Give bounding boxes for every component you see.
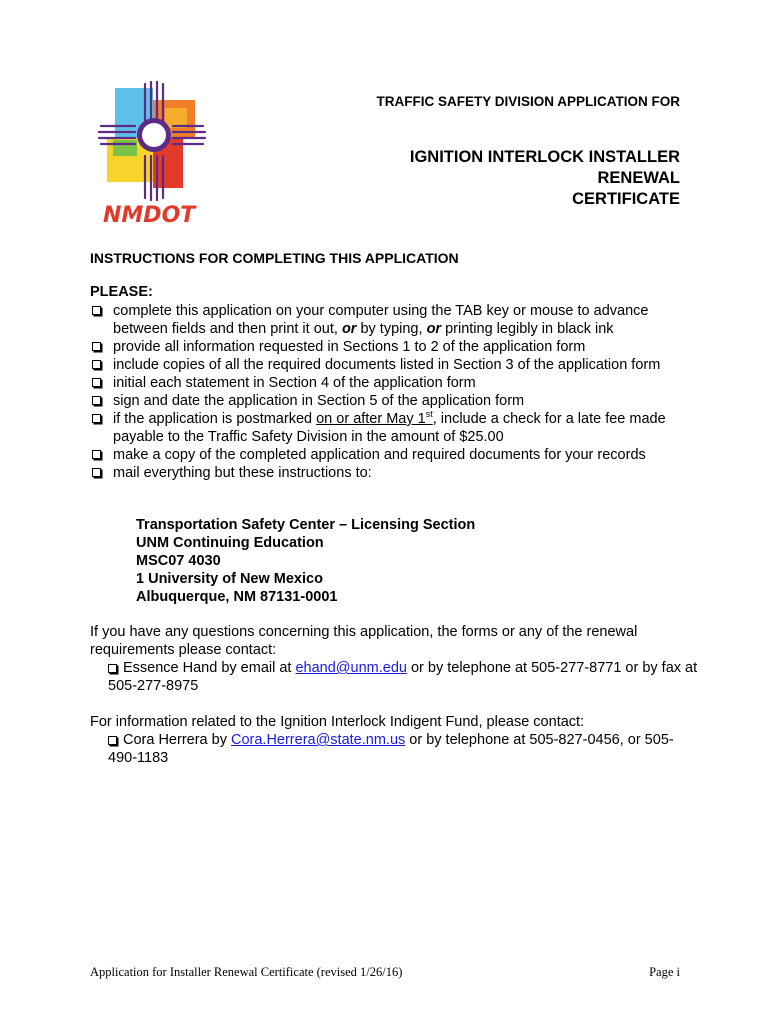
address-line: 1 University of New Mexico bbox=[136, 571, 323, 587]
footer-text: Application for Installer Renewal Certificate (revised 1/26/16) bbox=[90, 965, 403, 979]
address-line: Transportation Safety Center – Licensing Section bbox=[136, 517, 476, 533]
title-line-1: IGNITION INTERLOCK INSTALLER bbox=[409, 148, 680, 166]
checklist-item: make a copy of the completed application and required documents for your records bbox=[90, 446, 690, 464]
email-link[interactable]: Cora.Herrera@state.nm.us bbox=[230, 732, 406, 748]
checkbox-icon bbox=[92, 414, 101, 423]
indigent-fund-intro: For information related to the Ignition Interlock Indigent Fund, please contact: bbox=[90, 714, 585, 730]
title-line-3: CERTIFICATE bbox=[572, 190, 680, 208]
checkbox-icon bbox=[92, 468, 101, 477]
address-line: Albuquerque, NM 87131-0001 bbox=[136, 589, 338, 605]
checkbox-icon bbox=[92, 342, 101, 351]
nmdot-logo bbox=[95, 80, 210, 230]
checklist-item: if the application is postmarked on or after May 1st, include a check for a late fee made payable to the Traffic Safety Division in the amount of $25.00 bbox=[90, 410, 690, 446]
mailing-address bbox=[136, 516, 475, 606]
page-number: Page i bbox=[649, 965, 680, 979]
checklist-item: mail everything but these instructions to: bbox=[90, 464, 690, 482]
checklist-item: sign and date the application in Section 5 of the application form bbox=[90, 392, 690, 410]
address-line: MSC07 4030 bbox=[136, 553, 221, 569]
checklist-item: include copies of all the required documents listed in Section 3 of the application form bbox=[90, 356, 690, 374]
title-line-2: RENEWAL bbox=[597, 169, 680, 187]
checkbox-icon bbox=[108, 736, 117, 745]
contact-intro: If you have any questions concerning this application, the forms or any of the renewal requirements please contact: bbox=[90, 624, 638, 658]
address-line: UNM Continuing Education bbox=[136, 535, 324, 551]
instructions-heading: INSTRUCTIONS FOR COMPLETING THIS APPLICATION bbox=[90, 250, 459, 266]
logo-text: NMDOT bbox=[103, 203, 196, 228]
checkbox-icon bbox=[92, 396, 101, 405]
contact-item: Essence Hand by email at ehand@unm.edu or by telephone at 505-277-8771 or by fax at 505-277-8975 bbox=[108, 660, 698, 694]
please-label: PLEASE: bbox=[90, 284, 153, 300]
checkbox-icon bbox=[92, 306, 101, 315]
checkbox-icon bbox=[92, 378, 101, 387]
contact-item: Cora Herrera by Cora.Herrera@state.nm.us or by telephone at 505-827-0456, or 505-490-1183 bbox=[108, 732, 674, 766]
page-title bbox=[300, 147, 680, 210]
checklist-item: complete this application on your computer using the TAB key or mouse to advance between fields and then print it out, or by typing, or printing legibly in black ink bbox=[90, 302, 690, 338]
checkbox-icon bbox=[108, 664, 117, 673]
checkbox-icon bbox=[92, 450, 101, 459]
checklist-item: provide all information requested in Sections 1 to 2 of the application form bbox=[90, 338, 690, 356]
checklist-item: initial each statement in Section 4 of the application form bbox=[90, 374, 690, 392]
header-subtitle: TRAFFIC SAFETY DIVISION APPLICATION FOR bbox=[376, 94, 680, 109]
instructions-checklist bbox=[90, 302, 690, 482]
email-link[interactable]: ehand@unm.edu bbox=[295, 660, 407, 676]
checkbox-icon bbox=[92, 360, 101, 369]
